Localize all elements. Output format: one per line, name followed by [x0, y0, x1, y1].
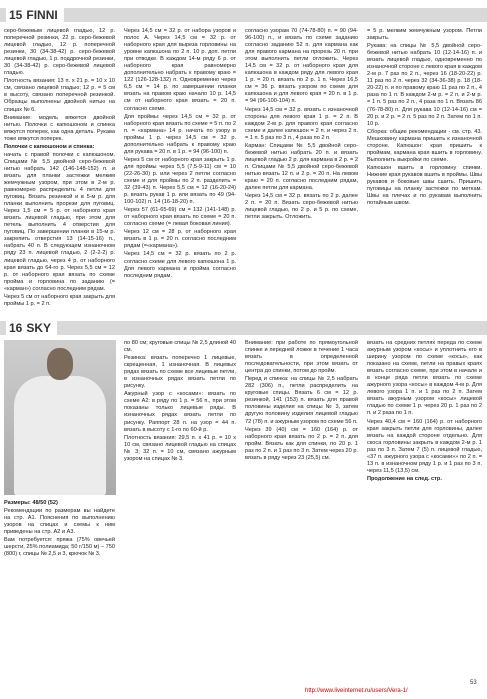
page-number: 53	[470, 680, 477, 686]
model-photo	[4, 340, 116, 495]
section-name: FINNI	[26, 8, 58, 22]
section-number: 15	[9, 8, 23, 22]
column-finni-1	[4, 28, 115, 318]
head-shape	[47, 348, 73, 380]
paragraph: Через 5 см от наборного края закрыть для проймы 1 р. = 2 п.	[4, 293, 115, 307]
column-sky-4	[367, 340, 482, 682]
paragraph: Через 14,5 см = 32 р. от набора узоров и полос А. Через 14,5 см = 32 р. от наборного края для выреза горловины на уровне капюшона по 2 п. 10 р. доп. петли при отводке. В каждом 14-м ряду 6 р. от наборного края равномерно дополнительно набрать к правому краю = 122 (126-128-132) п. Одновременно через 6,5 см = 14 р. по завершении планки вязать на правом краю начало 10 р. 14,5 см от наборного края вязать = 20 п. согласно схеме.	[124, 28, 236, 112]
paragraph: Рукава: на спицы № 5,5 двойной серо-бежевой нитью набрать 10 (12-14-16) п. и вязать лицевой гладью, одновременно по изнаночной стороне с левого края в каждом 2-м р. 7 раз по 2 п., через 16 (18-20-22) р. 11 раз по 2 п. через 32 (34-36-38) р. 18 (18-20-22) п. и по правому краю 11 раз по 2 п., 4 раза по 1 п. В каждом 2-м р. = 2 п. и 2-м р. = 1 п. 5 раз по 2 п., 4 раза по 1 п. Вязать 86 (76-78-80) п. Для рукава 10 (12-14-16) см = 20 р. и 2 р. = 2 п. 5 раз по 2 п. Затем по 1 п. 10 р.	[367, 43, 482, 127]
paragraph: Рекомендации по размерам вы найдете на стр. A1. Пояснения по выполнению узоров на спицах и схемы к ним приведены на стр. A2 и A3.	[4, 508, 115, 536]
column-sky-3	[245, 340, 358, 682]
column-finni-2	[124, 28, 236, 318]
footer-url[interactable]: http://www.liveinternet.ru/users/Vera-1/	[305, 688, 408, 694]
paragraph: согласно узорам 70 (74-78-80) п. = 90 (94-96-100) п., и вязать по схеме заданию согласно заданию 52 п. для кармана как для правого кармана на прорезь 20 п. при этом выполнить петли отложить. Через 14,5 см = 32 р. от наборного края для капюшона в каждом ряду для левого края 1 р. = 20 п. вязать по 2 р. 1 п. Через 16,5 см = 36 р. вязать узором по схеме для капюшона и для левого края = 20 п. в 1 р. = 94 (96-100-104) п.	[245, 28, 358, 105]
paragraph: Через 40,4 см = 160 (164) р. от наборного края закрыть петли для горловины, далее вязать на каждой стороне отдельно. Для скоса горловины закрыть в каждом 2-м р. 1 раз по 3 п. Затем 7 (5) п. лицевой гладью, «37 п. ажурного узора с «косами»» по 2 п. = 13 п. в изнаночном ряду 1 р. и 1 раз по 3 п. через 11,5 (13,5) см.	[367, 418, 482, 474]
paragraph: Капюшон вшить в горловину спинки. Нижние края рукавов вшить в проймы. Швы рукавов и боковые швы сшить. Пришить пуговицы на планку застежки по меткам. Швы на плечах и по рукавам выполнить потайным швом.	[367, 164, 482, 207]
column-finni-4	[367, 28, 482, 318]
paragraph: Через 14,5 см = 32 р. вязать по 2 р. далее 2 п. = 20 п. Вязать серо-бежевой нитью лицевой гладью, по 2 р. и 5 р. по схеме, петли закрыть. Отложить.	[245, 193, 358, 221]
section-header-sky	[0, 318, 487, 338]
sweater-shape	[14, 376, 106, 495]
paragraph: Для проймы: через 14,5 см = 32 р. от наборного края вязать по схеме = 5 п. по 2 п. = «кармана» 14 р. начать по узору в проймы 1 р. через 14,5 см = 32 р. дополнительно набрать к правому краю для рукава = 20 п. в 1 р. = 94 (96-100) п.	[124, 113, 236, 155]
paragraph: вязать на средних петлях переда по схеме ажурным узором «косы» и уплотнить его в ширину узором по схеме «косы», как показано на схеме, петли на правых краях вязать согласно схеме, при этом в начале и в конце ряда петли вязать по схеме ажурного узора «косы» в каждом 4-м р. Для левого узора 1 п. и 1 раз по 2 п. Затем вязать ажурным узором «косы» лицевой гладью по схеме 1 р. через 20 р. 1 раз по 2 п. и 2 раза по 1 п.	[367, 340, 482, 417]
column-sky-2	[124, 340, 236, 682]
section-header-finni	[0, 5, 487, 25]
paragraph: Ажурный узор с «косами»: вязать по схеме А2: в ряду по 1 р. = 56 п., при этом показаны только лицевые ряды. В изнаночных рядах вязать петли по рисунку. Раппорт 28 п. на узор = 44 п. вязать в высоту с 1-го по 60-й р.	[124, 391, 236, 433]
continued-note: Продолжение на след. стр.	[367, 475, 442, 482]
paragraph: = 5 р. мелким жемчужным узором. Петли закрыть.	[367, 28, 482, 42]
paragraph: Через 12 см = 28 р. от наборного края вязать в 1 р. = 20 п. согласно последним рядам (=«кармана»).	[124, 229, 236, 250]
paragraph: Вам потребуется: пряжа (75% овечьей шерсти, 25% полиамида; 50 г/150 м) – 750 (800) г, спицы № 2,5 и 3, крючок № 3.	[4, 537, 115, 558]
paragraph: Через 14,5 см = 32 р. вязать по 2 р. согласно схеме для левого капюшона 1 р. Для левого кармана и пройма согласно последним рядам.	[124, 251, 236, 279]
paragraph: Резинка: вязать поперечно 1 лицевые, скрещенная, 1 изнаночная. В лицевых рядах вязать по схеме все лицевые петли, в изнаночных рядах вязать петли по рисунку.	[124, 355, 236, 390]
paragraph: Через 57 (61-65-69) см = 132 (141-148) р. от наборного края вязать по схеме = 20 п. согласно схеме (= левая боковая линия).	[124, 207, 236, 228]
paragraph: Внимание: при работе по прямоугольной спинке и передней ложке в течение 1 часа вязать в определенной последовательности, при этом вязать от центра до спинки, потом до пройм.	[245, 340, 358, 375]
paragraph: Внимание: модель вяжется двойной нитью. Полочки с капюшоном и спинка вяжутся поперек, как одна деталь. Рукава тоже вяжутся поперек.	[4, 114, 115, 142]
column-finni-3	[245, 28, 358, 318]
paragraph: Через 5 см от наборного края закрыть 1 р. для проймы через 5,5 (7,5-9-11) см = 10 (22-26-30) р. или через 2 петли согласно схеме и для проймы по 2 п. разделить = 32 (39-43) п. Через 5,5 см = 12 (16-20-24) р. вязать рукав 1 р. или вязать по 49 (94-100-102) п. 14 (16-18-20) п.	[124, 156, 236, 206]
paragraph: Перед и спинка: на спицы № 2,5 набрать 282 (306) п., петли распределить на круговые спицы. Вязать 6 см = 12 р. резинкой, 141 (153) п. вязать для правой половины изделия на спицы № 3, затем другую половину изделия лицевой гладью 72 (78) п. и ажурным узором по схеме 56 п.	[245, 376, 358, 425]
sizes: Размеры: 48/50 (52)	[4, 500, 58, 506]
paragraph: начать с правой полочки с капюшоном. Спицами № 5,5 двойной серо-бежевой нитью набрать 142 (146-148-152) п. и вязать для планки застежки мелким жемчужным узором, при этом в 2-м р. равномерно распределить 4 петли для пуговиц. Вязать резинкой и в 5-м р. для планки выполнить прорези для пуговиц. Через 1,5 см = 5 р. от наборного края вязать лицевой гладью, при этом для петель выполнить 4 отверстия для пуговиц. По завершении планки в 15-м р. закрепить отверстия 13 (14-15-16) п., набрать 40 п. В следующем изнаночном ряду 23 п. лицевой гладью, 2 (2-2-2) р. лицевой гладью, через 4 р. от наборного края вязать до 64-го р. Через 5,5 см = 12 р. от наборного края вязать по схеме пройма и горловина по заданию (= «карман») согласно последним рядам.	[4, 151, 115, 292]
section-number: 16	[9, 321, 23, 335]
paragraph: Через 39 (40) см = 160 (164) р. от наборного края вязать по 2 р. = 2 п. для пройм. Вязать как для спинки, по 20 р. 1 раз по 2 п. и 1 раз по 3 п. Затем через 20 р. вязать в ряду через 23 (25,5) см.	[245, 426, 358, 461]
paragraph: Сборка: общие рекомендации - см. стр. 43. Мешковину кармана пришить к изнаночной стороне. Капюшон: края пришить к проймам, кармана края вшить в горловину. Выполнить выкройки по схеме.	[367, 128, 482, 163]
section-name: SKY	[26, 321, 52, 335]
subheading: Полочки с капюшоном и спинка:	[4, 143, 95, 150]
paragraph: Плотность вязания: 13 п. x 21 р. = 10 x 10 см, связано лицевой гладью; 12 р. = 5 см в высоту, связано поперечной резинкой. Образцы выполнены двойной нитью на спицах № 6.	[4, 78, 115, 113]
paragraph: Карман: Спицами № 5,5 двойной серо-бежевой нитью набрать 20 п. и вязать лицевой гладью 2 р. для кармана в 2 р. = 2 п. Спицами № 5,5 двойной серо-бежевой нитью вязать 12 п. и 2 р. = 20 п. На левом краю = 20 п. согласно последним рядам, далее петли для кармана.	[245, 142, 358, 192]
paragraph: по 80 см; круговые спицы № 2,5 длиной 40 см.	[124, 340, 236, 354]
paragraph: Плотность вязания: 29,5 п. x 41 р. = 10 x 10 см, связано лицевой гладью на спицах № 3; 32 п. = 10 см, связано ажурным узором на спицах № 3.	[124, 434, 236, 462]
paragraph: Через 14,5 см = 32 р. вязать с изнаночной стороны для левого края 1 р. = 2 п. В каждом 2-м р. для правого края согласно схеме и далее капюшон = 2 п. и через 2 п. = 1 п. 5 раз по 3 п., 4 раза по 2 п.	[245, 106, 358, 141]
paragraph: серо-бежевым лицевой гладью, 12 р. поперечной резинки, 22 р. серо-бежевой лицевой гладью, 12 р. поперечной резинки, 30 (34-38-42) р. серо-бежевой лицевой гладью, 1 р. поддрочной резинки, 30 (34-38-42) р. серо-бежевой лицевой гладью.	[4, 28, 115, 77]
column-sky-1	[4, 500, 115, 680]
